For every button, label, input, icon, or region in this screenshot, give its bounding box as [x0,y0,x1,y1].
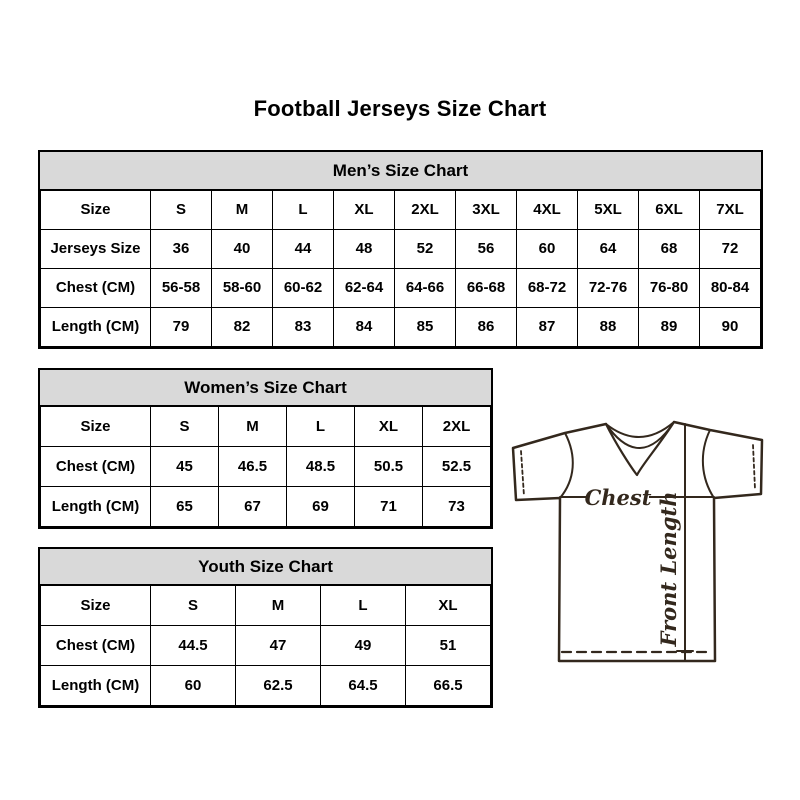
row-header-cell: Size [41,190,151,229]
value-cell: 68-72 [517,268,578,307]
womens-table-body [41,407,491,527]
value-cell: 62.5 [236,666,321,706]
value-cell: 58-60 [212,268,273,307]
value-cell: 51 [406,626,491,666]
value-cell: S [151,586,236,626]
jersey-outline [513,422,762,661]
value-cell: 44 [273,229,334,268]
table-row [41,626,491,666]
value-cell: 49 [321,626,406,666]
value-cell: 50.5 [355,447,423,487]
value-cell: 52.5 [423,447,491,487]
youth-size-table [40,585,491,706]
value-cell: 86 [456,307,517,346]
womens-chart-header: Women’s Size Chart [40,370,491,406]
value-cell: 89 [639,307,700,346]
value-cell: 88 [578,307,639,346]
value-cell: 65 [151,487,219,527]
table-row [41,268,761,307]
mens-size-table [40,190,761,347]
value-cell: 71 [355,487,423,527]
value-cell: S [151,407,219,447]
jersey-diagram-icon [510,416,766,668]
value-cell: XL [334,190,395,229]
value-cell: 5XL [578,190,639,229]
value-cell: 3XL [456,190,517,229]
value-cell: 2XL [395,190,456,229]
value-cell: 56 [456,229,517,268]
value-cell: 84 [334,307,395,346]
value-cell: M [212,190,273,229]
page-title: Football Jerseys Size Chart [253,96,547,121]
jersey-measurement-diagram [510,416,766,668]
value-cell: 64.5 [321,666,406,706]
right-sleeve-seam [703,430,714,498]
value-cell: 62-64 [334,268,395,307]
value-cell: 56-58 [151,268,212,307]
value-cell: 82 [212,307,273,346]
table-row [41,487,491,527]
mens-chart-header: Men’s Size Chart [40,152,761,190]
mens-table-body [41,190,761,346]
table-row [41,407,491,447]
value-cell: M [236,586,321,626]
row-header-cell: Size [41,407,151,447]
table-row [41,586,491,626]
right-cuff-dash [753,445,755,489]
value-cell: 69 [287,487,355,527]
value-cell: 47 [236,626,321,666]
value-cell: 4XL [517,190,578,229]
value-cell: 60 [517,229,578,268]
value-cell: 90 [700,307,761,346]
value-cell: 45 [151,447,219,487]
table-row [41,666,491,706]
table-row [41,190,761,229]
value-cell: L [273,190,334,229]
value-cell: XL [406,586,491,626]
row-header-cell: Length (CM) [41,487,151,527]
value-cell: 64 [578,229,639,268]
value-cell: 66.5 [406,666,491,706]
mens-size-chart [38,150,763,349]
value-cell: M [219,407,287,447]
value-cell: 79 [151,307,212,346]
value-cell: 83 [273,307,334,346]
value-cell: 60-62 [273,268,334,307]
value-cell: L [321,586,406,626]
row-header-cell: Jerseys Size [41,229,151,268]
table-row [41,229,761,268]
value-cell: 76-80 [639,268,700,307]
value-cell: 2XL [423,407,491,447]
value-cell: 48 [334,229,395,268]
table-row [41,307,761,346]
value-cell: 48.5 [287,447,355,487]
chest-label: Chest [584,485,652,510]
value-cell: S [151,190,212,229]
value-cell: 52 [395,229,456,268]
row-header-cell: Length (CM) [41,307,151,346]
value-cell: 73 [423,487,491,527]
youth-chart-header: Youth Size Chart [40,549,491,585]
value-cell: 66-68 [456,268,517,307]
value-cell: XL [355,407,423,447]
value-cell: 67 [219,487,287,527]
front-length-label: Front Length [656,491,681,647]
table-row [41,447,491,487]
youth-table-body [41,586,491,706]
value-cell: 64-66 [395,268,456,307]
value-cell: 85 [395,307,456,346]
value-cell: 7XL [700,190,761,229]
value-cell: 87 [517,307,578,346]
womens-size-table [40,406,491,527]
left-sleeve-seam [560,433,573,498]
value-cell: 72 [700,229,761,268]
row-header-cell: Chest (CM) [41,626,151,666]
left-cuff-dash [521,451,524,496]
value-cell: 72-76 [578,268,639,307]
row-header-cell: Chest (CM) [41,447,151,487]
value-cell: 68 [639,229,700,268]
row-header-cell: Length (CM) [41,666,151,706]
value-cell: 46.5 [219,447,287,487]
value-cell: 36 [151,229,212,268]
value-cell: 80-84 [700,268,761,307]
value-cell: 40 [212,229,273,268]
womens-size-chart [38,368,493,529]
value-cell: 60 [151,666,236,706]
value-cell: 44.5 [151,626,236,666]
youth-size-chart [38,547,493,708]
value-cell: 6XL [639,190,700,229]
row-header-cell: Chest (CM) [41,268,151,307]
row-header-cell: Size [41,586,151,626]
value-cell: L [287,407,355,447]
